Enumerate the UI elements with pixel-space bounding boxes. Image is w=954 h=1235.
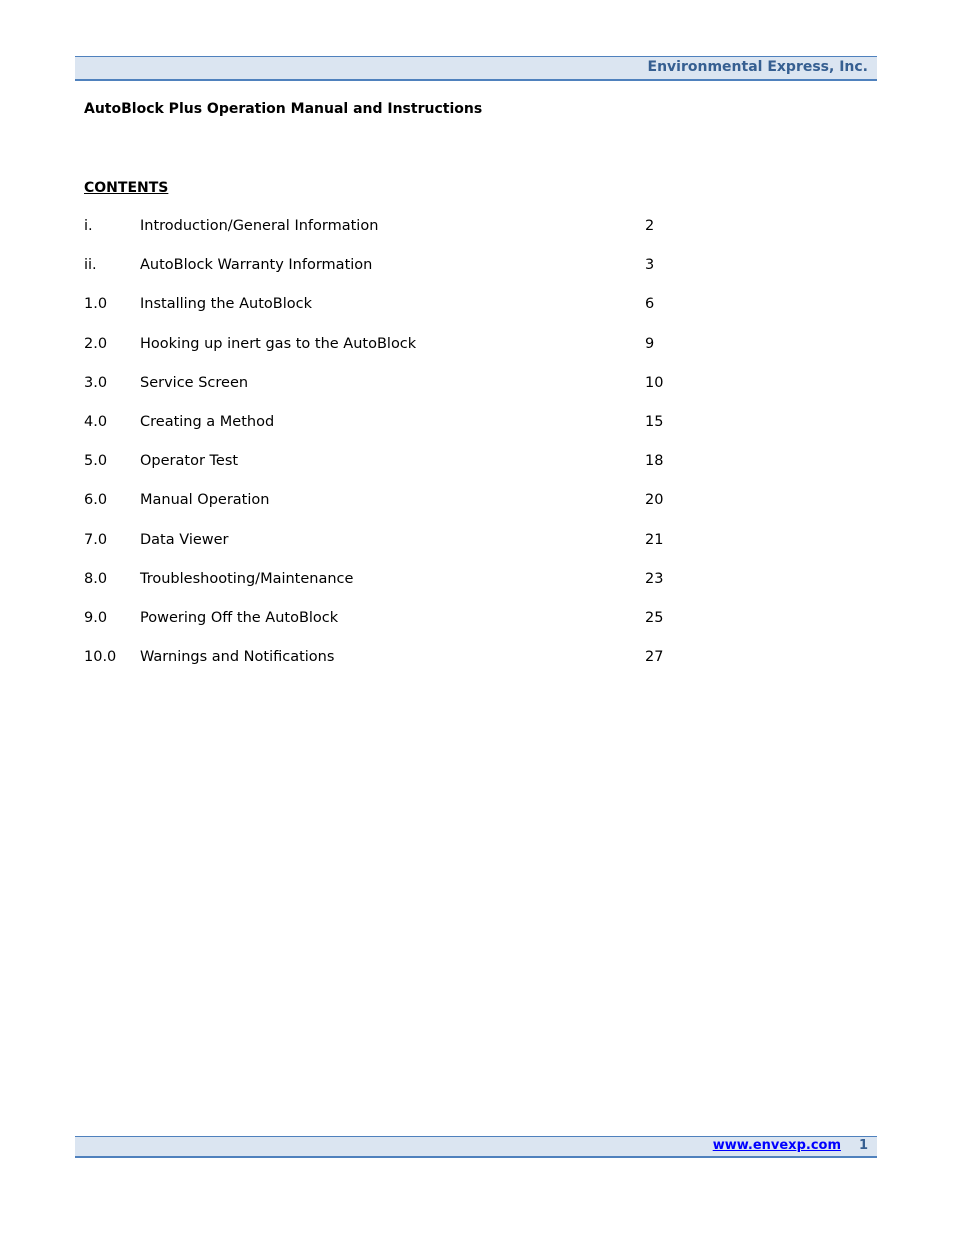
toc-entry-page: 15 [645, 413, 664, 430]
toc-entry-title: Service Screen [140, 374, 249, 391]
toc-entry [84, 257, 684, 296]
toc-entry-number: 10.0 [84, 649, 117, 666]
toc-entry-title: AutoBlock Warranty Information [140, 257, 373, 274]
toc-entry [84, 336, 684, 375]
contents-heading: CONTENTS [84, 180, 169, 196]
toc-entry-title: Installing the AutoBlock [140, 296, 312, 313]
toc-entry-number: ii. [84, 257, 97, 274]
toc-entry-title: Hooking up inert gas to the AutoBlock [140, 335, 417, 352]
toc-entry-page: 23 [645, 570, 664, 587]
page-footer [75, 1136, 877, 1158]
toc-entry-page: 20 [645, 492, 664, 509]
toc-entry [84, 532, 684, 571]
header-company-name: Environmental Express, Inc. [647, 59, 868, 75]
toc-entry-title: Troubleshooting/Maintenance [140, 570, 354, 587]
toc-entry-page: 18 [645, 453, 664, 470]
toc-entry [84, 296, 684, 335]
toc-entry-number: 4.0 [84, 413, 108, 430]
toc-entry-number: 2.0 [84, 335, 108, 352]
toc-entry-page: 6 [645, 296, 655, 313]
toc-entry-number: 5.0 [84, 453, 108, 470]
toc-entry [84, 649, 684, 688]
toc-entry-number: 6.0 [84, 492, 108, 509]
toc-entry [84, 218, 684, 257]
toc-entry-number: 9.0 [84, 609, 108, 626]
toc-entry-page: 21 [645, 531, 664, 548]
toc-entry [84, 414, 684, 453]
toc-entry [84, 453, 684, 492]
toc-entry-title: Creating a Method [140, 413, 275, 430]
table-of-contents [84, 218, 684, 688]
toc-entry [84, 375, 684, 414]
toc-entry-title: Manual Operation [140, 492, 270, 509]
toc-entry-page: 2 [645, 218, 655, 234]
toc-entry [84, 492, 684, 531]
toc-entry-title: Powering Off the AutoBlock [140, 609, 339, 626]
toc-entry-page: 3 [645, 257, 655, 274]
toc-entry-page: 27 [645, 649, 664, 666]
page-header [75, 56, 877, 81]
document-title: AutoBlock Plus Operation Manual and Instructions [84, 101, 483, 117]
page-number: 1 [858, 1138, 868, 1153]
website-link[interactable]: www.envexp.com [712, 1138, 841, 1153]
toc-entry-number: 8.0 [84, 570, 108, 587]
toc-entry [84, 610, 684, 649]
toc-entry-number: i. [84, 218, 93, 234]
toc-entry-number: 3.0 [84, 374, 108, 391]
toc-entry-page: 9 [645, 335, 655, 352]
toc-entry-title: Data Viewer [140, 531, 229, 548]
toc-entry-title: Operator Test [140, 453, 239, 470]
toc-entry-title: Warnings and Notifications [140, 649, 335, 666]
toc-entry-page: 25 [645, 609, 664, 626]
toc-entry-number: 1.0 [84, 296, 108, 313]
toc-entry [84, 571, 684, 610]
toc-entry-title: Introduction/General Information [140, 218, 379, 234]
toc-entry-number: 7.0 [84, 531, 108, 548]
toc-entry-page: 10 [645, 374, 664, 391]
